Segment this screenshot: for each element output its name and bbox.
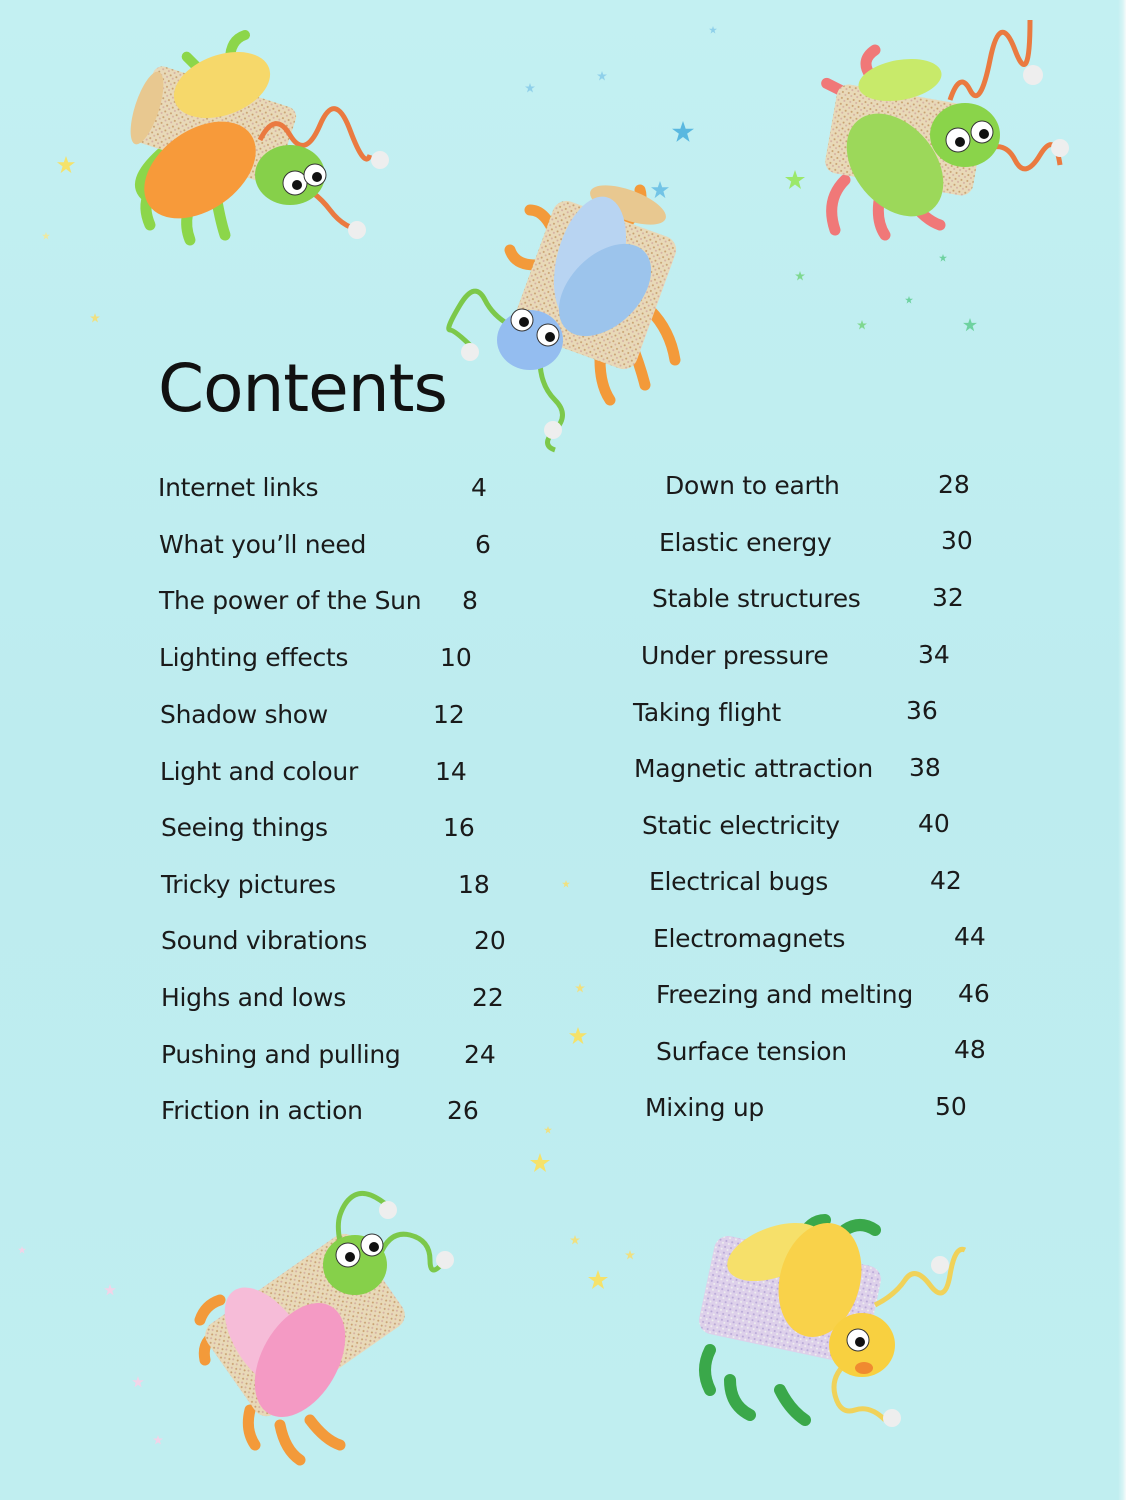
star-icon	[857, 320, 867, 330]
star-icon	[588, 1270, 608, 1289]
toc-entry-page: 6	[475, 530, 491, 559]
toc-entry-label: Tricky pictures	[161, 870, 336, 899]
page-title: Contents	[158, 350, 447, 427]
star-icon	[785, 170, 805, 189]
orange-bug-illustration	[124, 35, 389, 240]
toc-entry-page: 30	[941, 526, 973, 555]
star-icon	[625, 1250, 635, 1260]
toc-entry-label: Freezing and melting	[656, 980, 913, 1009]
toc-entry-label: Highs and lows	[161, 983, 346, 1012]
toc-entry-label: Taking flight	[633, 698, 781, 727]
star-icon	[963, 318, 977, 331]
toc-entry-label: Mixing up	[645, 1093, 764, 1122]
star-icon	[575, 983, 585, 993]
star-icon	[132, 1376, 144, 1387]
toc-entry-page: 20	[474, 926, 506, 955]
toc-entry-page: 24	[464, 1040, 496, 1069]
toc-entry-label: Stable structures	[652, 584, 861, 613]
toc-entry-label: Pushing and pulling	[161, 1040, 401, 1069]
toc-entry-page: 18	[458, 870, 490, 899]
toc-entry-label: Light and colour	[160, 757, 358, 786]
star-icon	[104, 1284, 116, 1295]
toc-entry-label: Surface tension	[656, 1037, 847, 1066]
star-icon	[905, 296, 913, 304]
star-icon	[672, 121, 694, 142]
toc-entry-page: 32	[932, 583, 964, 612]
star-icon	[544, 1126, 552, 1134]
toc-entry-label: Electrical bugs	[649, 867, 828, 896]
star-icon	[651, 181, 669, 198]
toc-entry-page: 4	[471, 473, 487, 502]
toc-entry-page: 38	[909, 753, 941, 782]
toc-entry-label: What you’ll need	[159, 530, 367, 559]
star-icon	[90, 313, 100, 323]
toc-entry-page: 12	[433, 700, 465, 729]
toc-entry-page: 50	[935, 1092, 967, 1121]
toc-entry-page: 40	[918, 809, 950, 838]
toc-entry-label: Elastic energy	[659, 528, 832, 557]
toc-entry-page: 28	[938, 470, 970, 499]
toc-entry-label: The power of the Sun	[159, 586, 422, 615]
toc-entry-label: Electromagnets	[653, 924, 846, 953]
toc-entry-label: Sound vibrations	[161, 926, 367, 955]
star-icon	[525, 83, 535, 93]
toc-entry-label: Seeing things	[161, 813, 328, 842]
star-icon	[597, 71, 607, 81]
toc-entry-label: Down to earth	[665, 471, 840, 500]
toc-entry-page: 16	[443, 813, 475, 842]
toc-entry-page: 10	[440, 643, 472, 672]
toc-entry-label: Under pressure	[641, 641, 829, 670]
pink-bug-illustration	[200, 1193, 454, 1460]
toc-entry-label: Friction in action	[161, 1096, 363, 1125]
green-bug-illustration	[823, 20, 1069, 235]
star-icon	[530, 1153, 550, 1172]
toc-entry-page: 26	[447, 1096, 479, 1125]
toc-entry-page: 42	[930, 866, 962, 895]
toc-entry-page: 36	[906, 696, 938, 725]
star-icon	[42, 232, 50, 240]
star-icon	[562, 880, 570, 888]
toc-entry-page: 22	[472, 983, 504, 1012]
star-icon	[709, 26, 717, 34]
blue-bug-illustration	[449, 177, 680, 450]
toc-entry-label: Shadow show	[160, 700, 328, 729]
toc-entry-label: Internet links	[158, 473, 319, 502]
toc-entry-label: Static electricity	[642, 811, 840, 840]
star-icon	[795, 271, 805, 281]
star-icon	[18, 1246, 26, 1254]
star-icon	[153, 1435, 163, 1445]
toc-entry-label: Lighting effects	[159, 643, 349, 672]
toc-entry-page: 14	[435, 757, 467, 786]
toc-entry-page: 8	[462, 586, 478, 615]
star-icon	[570, 1235, 580, 1245]
yellow-bug-illustration	[696, 1211, 965, 1427]
toc-entry-page: 44	[954, 922, 986, 951]
toc-entry-page: 46	[958, 979, 990, 1008]
toc-entry-label: Magnetic attraction	[634, 754, 873, 783]
toc-entry-page: 48	[954, 1035, 986, 1064]
star-icon	[57, 156, 75, 173]
star-icon	[939, 254, 947, 262]
star-icon	[569, 1027, 587, 1044]
toc-entry-page: 34	[918, 640, 950, 669]
